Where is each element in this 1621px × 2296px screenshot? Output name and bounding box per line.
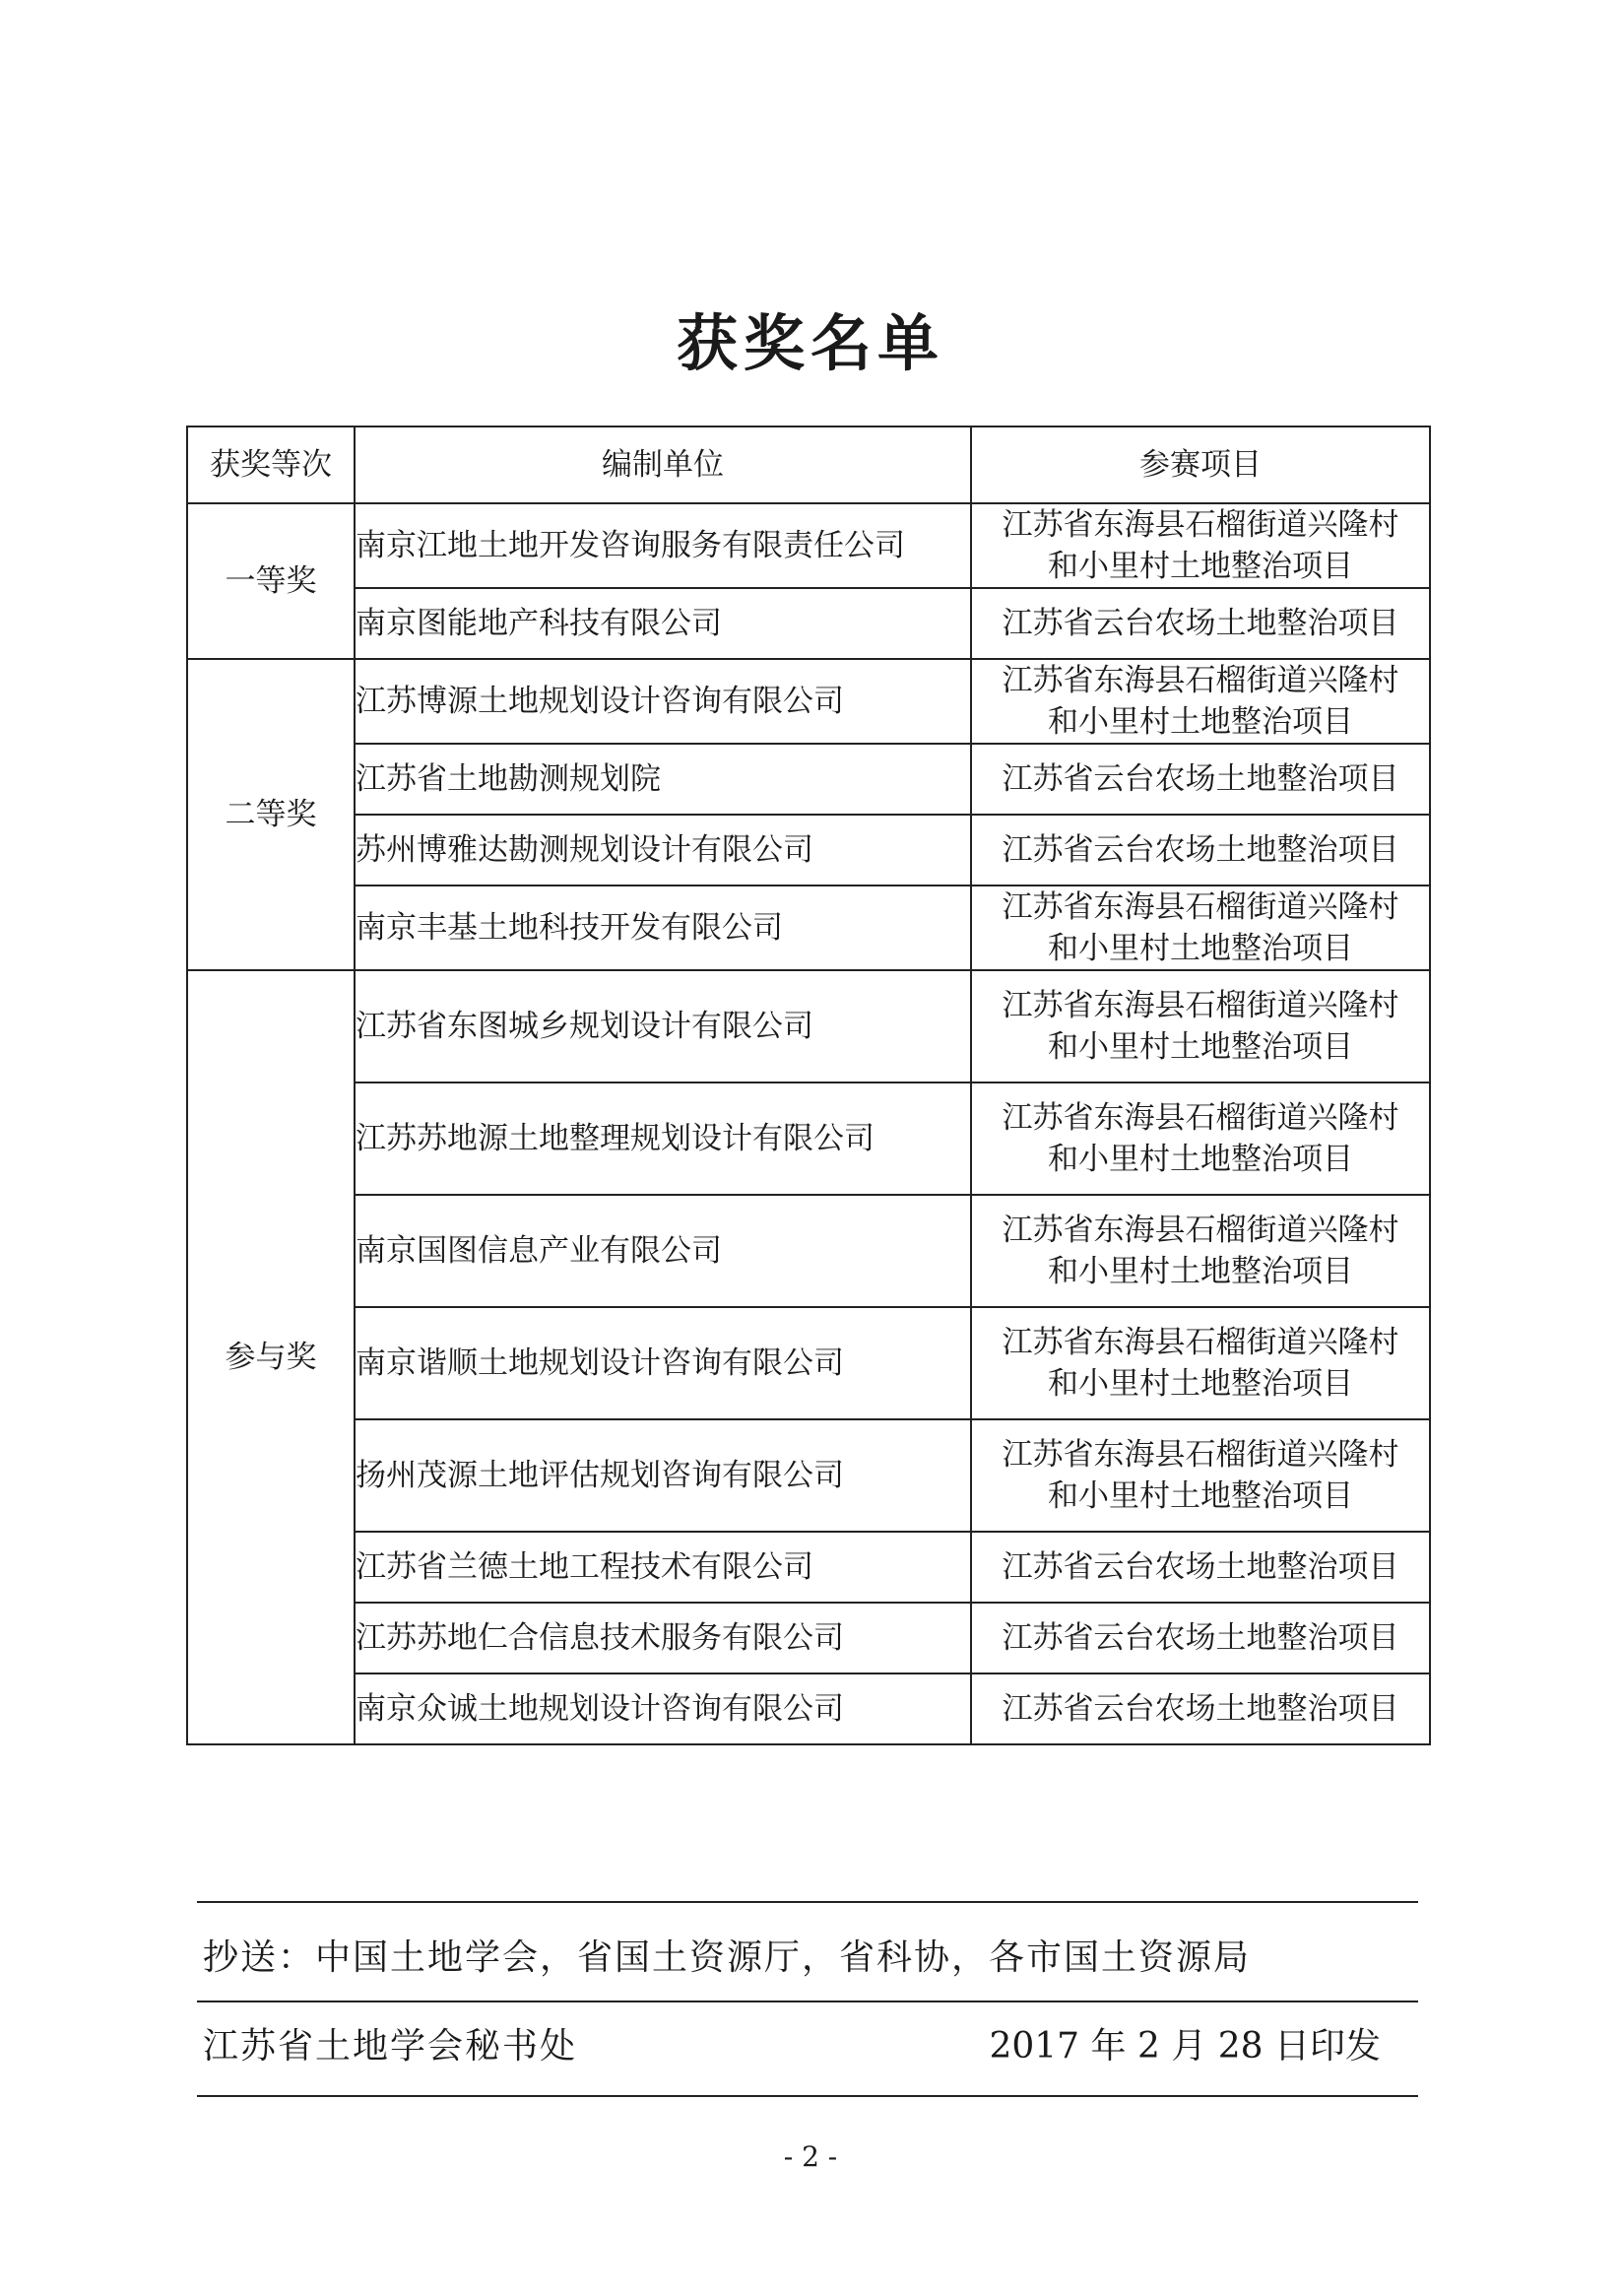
footer-divider-middle <box>197 2001 1418 2002</box>
table-row <box>187 1082 1430 1195</box>
project-cell <box>971 1532 1430 1603</box>
unit-cell: 江苏省东图城乡规划设计有限公司 <box>355 970 971 1082</box>
project-line: 江苏省东海县石榴街道兴隆村 <box>1002 988 1399 1023</box>
table-row <box>187 970 1430 1082</box>
project-line: 江苏省云台农场土地整治项目 <box>1002 761 1399 797</box>
project-cell <box>971 503 1430 588</box>
table-row <box>187 886 1430 970</box>
unit-cell: 江苏苏地仁合信息技术服务有限公司 <box>355 1603 971 1673</box>
project-line: 和小里村土地整治项目 <box>1048 1478 1353 1514</box>
project-line: 江苏省东海县石榴街道兴隆村 <box>1002 507 1399 543</box>
project-line: 江苏省东海县石榴街道兴隆村 <box>1002 1437 1399 1473</box>
project-line: 和小里村土地整治项目 <box>1048 1254 1353 1289</box>
project-line: 江苏省云台农场土地整治项目 <box>1002 832 1399 868</box>
project-line: 江苏省东海县石榴街道兴隆村 <box>1002 1325 1399 1360</box>
page-title: 获奖名单 <box>676 307 944 379</box>
unit-cell: 南京众诚土地规划设计咨询有限公司 <box>355 1673 971 1744</box>
project-line: 和小里村土地整治项目 <box>1048 1029 1353 1065</box>
project-line: 江苏省东海县石榴街道兴隆村 <box>1002 663 1399 698</box>
footer-divider-bottom <box>197 2095 1418 2097</box>
project-line: 江苏省东海县石榴街道兴隆村 <box>1002 889 1399 925</box>
project-cell <box>971 970 1430 1082</box>
table-row <box>187 815 1430 886</box>
project-cell <box>971 1673 1430 1744</box>
project-line: 江苏省云台农场土地整治项目 <box>1002 1691 1399 1727</box>
project-line: 和小里村土地整治项目 <box>1048 704 1353 740</box>
header-unit: 编制单位 <box>355 426 971 503</box>
unit-cell: 江苏博源土地规划设计咨询有限公司 <box>355 659 971 744</box>
unit-cell: 南京江地土地开发咨询服务有限责任公司 <box>355 503 971 588</box>
project-line: 江苏省东海县石榴街道兴隆村 <box>1002 1100 1399 1136</box>
project-line: 江苏省云台农场土地整治项目 <box>1002 606 1399 641</box>
unit-cell: 南京丰基土地科技开发有限公司 <box>355 886 971 970</box>
table-row <box>187 1419 1430 1532</box>
project-line: 和小里村土地整治项目 <box>1048 1366 1353 1402</box>
project-cell <box>971 588 1430 659</box>
project-line: 江苏省东海县石榴街道兴隆村 <box>1002 1213 1399 1248</box>
awards-table-body <box>187 503 1430 1744</box>
project-cell <box>971 815 1430 886</box>
unit-cell: 江苏省兰德土地工程技术有限公司 <box>355 1532 971 1603</box>
table-row <box>187 503 1430 588</box>
award-level-cell: 一等奖 <box>187 503 355 659</box>
table-row <box>187 659 1430 744</box>
header-award-level: 获奖等次 <box>187 426 355 503</box>
project-line: 和小里村土地整治项目 <box>1048 931 1353 966</box>
unit-cell: 江苏苏地源土地整理规划设计有限公司 <box>355 1082 971 1195</box>
cc-line: 抄送：中国土地学会，省国土资源厅，省科协，各市国土资源局 <box>203 1937 1252 1978</box>
unit-cell: 南京图能地产科技有限公司 <box>355 588 971 659</box>
project-cell <box>971 1195 1430 1307</box>
issuer: 江苏省土地学会秘书处 <box>203 2026 578 2066</box>
table-row <box>187 744 1430 815</box>
unit-cell: 扬州茂源土地评估规划咨询有限公司 <box>355 1419 971 1532</box>
project-cell <box>971 1419 1430 1532</box>
project-cell <box>971 1307 1430 1419</box>
table-row <box>187 1673 1430 1744</box>
table-row <box>187 588 1430 659</box>
project-line: 和小里村土地整治项目 <box>1048 549 1353 584</box>
unit-cell: 江苏省土地勘测规划院 <box>355 744 971 815</box>
project-line: 江苏省云台农场土地整治项目 <box>1002 1549 1399 1585</box>
unit-cell: 南京国图信息产业有限公司 <box>355 1195 971 1307</box>
awards-table <box>186 426 1431 1745</box>
page-number: - 2 - <box>783 2140 838 2173</box>
project-cell <box>971 744 1430 815</box>
unit-cell: 苏州博雅达勘测规划设计有限公司 <box>355 815 971 886</box>
table-row <box>187 1195 1430 1307</box>
table-row <box>187 1603 1430 1673</box>
award-level-cell: 参与奖 <box>187 970 355 1744</box>
project-line: 和小里村土地整治项目 <box>1048 1142 1353 1177</box>
table-header-row <box>187 426 1430 503</box>
project-cell <box>971 1603 1430 1673</box>
header-project: 参赛项目 <box>971 426 1430 503</box>
issue-date: 2017 年 2 月 28 日印发 <box>989 2026 1381 2066</box>
award-level-cell: 二等奖 <box>187 659 355 970</box>
table-row <box>187 1307 1430 1419</box>
project-cell <box>971 886 1430 970</box>
project-cell <box>971 659 1430 744</box>
unit-cell: 南京谐顺土地规划设计咨询有限公司 <box>355 1307 971 1419</box>
table-row <box>187 1532 1430 1603</box>
footer-divider-top <box>197 1901 1418 1903</box>
project-line: 江苏省云台农场土地整治项目 <box>1002 1620 1399 1656</box>
project-cell <box>971 1082 1430 1195</box>
